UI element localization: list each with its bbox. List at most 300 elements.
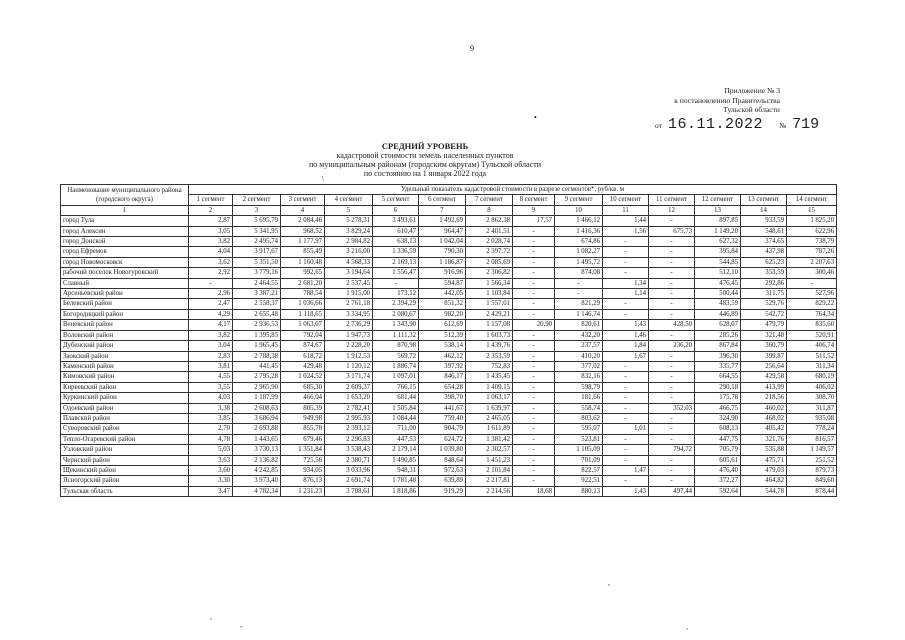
segment-value-cell: 3 973,40 bbox=[233, 476, 281, 486]
segment-value-cell: 2 394,29 bbox=[373, 299, 419, 309]
segment-value-cell: 4,17 bbox=[189, 320, 233, 330]
segment-value-cell: 1 063,07 bbox=[281, 320, 325, 330]
segment-value-cell: 181,66 bbox=[555, 393, 603, 403]
segment-value-cell: 335,77 bbox=[695, 361, 741, 371]
segment-value-cell: 3 387,21 bbox=[233, 289, 281, 299]
segment-value-cell: - bbox=[603, 393, 649, 403]
segment-value-cell: 1,14 bbox=[603, 289, 649, 299]
segment-value-cell: 468,02 bbox=[741, 413, 787, 423]
segment-value-cell: - bbox=[649, 309, 695, 319]
segment-value-cell: - bbox=[603, 299, 649, 309]
segment-header-cell: 11 сегмент bbox=[649, 195, 695, 205]
segment-value-cell: 5 351,50 bbox=[233, 257, 281, 267]
segment-header-cell: 3 сегмент bbox=[281, 195, 325, 205]
segment-value-cell: 311,87 bbox=[787, 403, 837, 413]
segment-value-cell: 764,34 bbox=[787, 309, 837, 319]
segment-value-cell: 1 186,87 bbox=[419, 257, 466, 267]
segment-value-cell: 964,47 bbox=[419, 226, 466, 236]
segment-value-cell: 790,30 bbox=[419, 247, 466, 257]
segment-value-cell: 2 736,29 bbox=[325, 320, 373, 330]
district-name-cell: Тепло-Огаревский район bbox=[61, 434, 189, 444]
segment-value-cell: - bbox=[649, 393, 695, 403]
segment-value-cell: 429,58 bbox=[741, 372, 787, 382]
district-name-cell: Славный bbox=[61, 278, 189, 288]
segment-value-cell: 1 097,01 bbox=[373, 372, 419, 382]
segment-value-cell: - bbox=[649, 216, 695, 226]
segment-header-cell: 14 сегмент bbox=[787, 195, 837, 205]
segment-value-cell: 1 443,65 bbox=[233, 434, 281, 444]
segment-value-cell: 2 795,28 bbox=[233, 372, 281, 382]
segment-value-cell: 627,32 bbox=[695, 237, 741, 247]
segment-value-cell: 1 915,00 bbox=[325, 289, 373, 299]
segment-value-cell: 2 136,82 bbox=[233, 455, 281, 465]
segment-value-cell: 610,47 bbox=[373, 226, 419, 236]
segment-value-cell: 569,72 bbox=[373, 351, 419, 361]
segment-value-cell: 3 829,24 bbox=[325, 226, 373, 236]
segment-value-cell: 878,44 bbox=[787, 486, 837, 496]
segment-value-cell: 1 505,84 bbox=[373, 403, 419, 413]
segment-value-cell: 874,67 bbox=[281, 341, 325, 351]
segment-value-cell: - bbox=[513, 476, 555, 486]
segment-value-cell: 933,59 bbox=[741, 216, 787, 226]
segment-value-cell: 2 401,51 bbox=[466, 226, 513, 236]
segment-value-cell: - bbox=[603, 382, 649, 392]
segment-value-cell: 321,48 bbox=[741, 330, 787, 340]
column-number-row bbox=[61, 205, 837, 215]
column-number-cell: 8 bbox=[466, 205, 513, 215]
segment-value-cell: 20,90 bbox=[513, 320, 555, 330]
segment-value-cell: 787,26 bbox=[787, 247, 837, 257]
segment-value-cell: 972,63 bbox=[419, 465, 466, 475]
segment-value-cell: - bbox=[649, 268, 695, 278]
segment-value-cell: - bbox=[649, 413, 695, 423]
segment-value-cell: - bbox=[603, 257, 649, 267]
segment-value-cell: 675,73 bbox=[649, 226, 695, 236]
segment-value-cell: 479,03 bbox=[741, 465, 787, 475]
segment-value-cell: 2 465,05 bbox=[466, 413, 513, 423]
segment-value-cell: 679,46 bbox=[281, 434, 325, 444]
appendix-line-1: Приложение № 3 bbox=[724, 86, 780, 95]
segment-value-cell: 410,20 bbox=[555, 351, 603, 361]
segment-value-cell: 1 187,99 bbox=[233, 393, 281, 403]
scan-speck: • bbox=[534, 113, 537, 122]
segment-value-cell: 2 464,55 bbox=[233, 278, 281, 288]
cadastral-value-table bbox=[60, 184, 837, 497]
segment-value-cell: 1,47 bbox=[603, 465, 649, 475]
segment-value-cell: 1 492,69 bbox=[419, 216, 466, 226]
segment-header-cell: 10 сегмент bbox=[603, 195, 649, 205]
segment-value-cell: 3,82 bbox=[189, 237, 233, 247]
segment-value-cell: 413,99 bbox=[741, 382, 787, 392]
segment-value-cell: 2 609,37 bbox=[325, 382, 373, 392]
table-row bbox=[61, 413, 837, 423]
segment-value-cell: 2 691,74 bbox=[325, 476, 373, 486]
segment-value-cell: 2 207,63 bbox=[787, 257, 837, 267]
title-line-2: кадастровой стоимости земель населенных пунктов bbox=[336, 151, 514, 160]
segment-header-cell: 5 сегмент bbox=[373, 195, 419, 205]
segment-value-cell: 1 336,59 bbox=[373, 247, 419, 257]
district-name-cell: город Донской bbox=[61, 237, 189, 247]
segment-value-cell: 4,55 bbox=[189, 372, 233, 382]
segment-value-cell: - bbox=[603, 247, 649, 257]
segment-value-cell: - bbox=[649, 257, 695, 267]
segment-value-cell: 2 693,88 bbox=[233, 424, 281, 434]
segment-value-cell: 446,89 bbox=[695, 309, 741, 319]
segment-value-cell: 879,73 bbox=[787, 465, 837, 475]
segment-value-cell: 1,46 bbox=[603, 330, 649, 340]
segment-value-cell: - bbox=[513, 413, 555, 423]
segment-value-cell: 5 278,31 bbox=[325, 216, 373, 226]
segment-value-cell: 4,29 bbox=[189, 309, 233, 319]
segment-value-cell: 949,98 bbox=[281, 413, 325, 423]
segment-value-cell: 876,13 bbox=[281, 476, 325, 486]
segment-value-cell: 544,85 bbox=[695, 257, 741, 267]
segment-value-cell: - bbox=[603, 237, 649, 247]
segment-value-cell: 2 429,21 bbox=[466, 309, 513, 319]
segment-value-cell: 849,60 bbox=[787, 476, 837, 486]
segment-value-cell: 1 611,89 bbox=[466, 424, 513, 434]
segment-value-cell: - bbox=[603, 455, 649, 465]
table-row bbox=[61, 289, 837, 299]
table-row bbox=[61, 341, 837, 351]
scan-speck-5: , bbox=[686, 622, 688, 631]
table-row bbox=[61, 434, 837, 444]
district-name-cell: город Алексин bbox=[61, 226, 189, 236]
segment-value-cell: 832,16 bbox=[555, 372, 603, 382]
segment-value-cell: 437,98 bbox=[741, 247, 787, 257]
segment-value-cell: 558,74 bbox=[555, 403, 603, 413]
segment-value-cell: 4,78 bbox=[189, 434, 233, 444]
segment-value-cell: 2 353,59 bbox=[466, 351, 513, 361]
segment-value-cell: - bbox=[555, 289, 603, 299]
segment-value-cell: 405,42 bbox=[741, 424, 787, 434]
segment-header-cell: 7 сегмент bbox=[466, 195, 513, 205]
segment-value-cell: 529,76 bbox=[741, 299, 787, 309]
table-row bbox=[61, 361, 837, 371]
segment-value-cell: 4,03 bbox=[189, 393, 233, 403]
segment-value-cell: 612,69 bbox=[419, 320, 466, 330]
segment-value-cell: 5 341,95 bbox=[233, 226, 281, 236]
segment-value-cell: 497,44 bbox=[649, 486, 695, 496]
segment-value-cell: 2 393,12 bbox=[325, 424, 373, 434]
title-line-4: по состоянию на 1 января 2022 года bbox=[363, 169, 487, 178]
segment-value-cell: 2 084,46 bbox=[281, 216, 325, 226]
segment-value-cell: 1 825,20 bbox=[787, 216, 837, 226]
segment-value-cell: 527,96 bbox=[787, 289, 837, 299]
segment-value-cell: - bbox=[649, 278, 695, 288]
column-number-cell: 15 bbox=[787, 205, 837, 215]
segment-value-cell: 396,30 bbox=[695, 351, 741, 361]
segment-value-cell: 1,43 bbox=[603, 486, 649, 496]
segment-value-cell: 397,92 bbox=[419, 361, 466, 371]
segment-value-cell: 441,67 bbox=[419, 403, 466, 413]
segment-value-cell: - bbox=[513, 434, 555, 444]
segment-value-cell: - bbox=[513, 341, 555, 351]
segment-value-cell: 1 557,01 bbox=[466, 299, 513, 309]
segment-value-cell: - bbox=[603, 434, 649, 444]
segment-value-cell: - bbox=[513, 351, 555, 361]
segment-value-cell: - bbox=[649, 465, 695, 475]
segment-value-cell: 3 194,64 bbox=[325, 268, 373, 278]
segment-value-cell: 674,86 bbox=[555, 237, 603, 247]
segment-value-cell: 1 381,42 bbox=[466, 434, 513, 444]
segment-value-cell: - bbox=[513, 393, 555, 403]
decree-from-label: от bbox=[655, 121, 662, 130]
segment-value-cell: 919,29 bbox=[419, 486, 466, 496]
segment-value-cell: 2 179,14 bbox=[373, 445, 419, 455]
table-row bbox=[61, 216, 837, 226]
segment-value-cell: 3,82 bbox=[189, 330, 233, 340]
segment-value-cell: 1 490,85 bbox=[373, 455, 419, 465]
segment-value-cell: 2 028,74 bbox=[466, 237, 513, 247]
segment-value-cell: 639,89 bbox=[419, 476, 466, 486]
segment-value-cell: 3,04 bbox=[189, 341, 233, 351]
document-title bbox=[300, 142, 550, 178]
segment-value-cell: 1 105,09 bbox=[555, 445, 603, 455]
segment-value-cell: 595,07 bbox=[555, 424, 603, 434]
segment-value-cell: 4 568,33 bbox=[325, 257, 373, 267]
segment-value-cell: 874,08 bbox=[555, 268, 603, 278]
segment-value-cell: 1 653,20 bbox=[325, 393, 373, 403]
segment-value-cell: 1 495,72 bbox=[555, 257, 603, 267]
segment-value-cell: 2,70 bbox=[189, 424, 233, 434]
segment-value-cell: 3,05 bbox=[189, 226, 233, 236]
segment-value-cell: 2 302,57 bbox=[466, 445, 513, 455]
segment-value-cell: 460,02 bbox=[741, 403, 787, 413]
segment-value-cell: 1 120,12 bbox=[325, 361, 373, 371]
segment-value-cell: 256,64 bbox=[741, 361, 787, 371]
segment-value-cell: 512,39 bbox=[419, 330, 466, 340]
segment-value-cell: - bbox=[649, 476, 695, 486]
segment-value-cell: - bbox=[513, 268, 555, 278]
district-name-cell: Заокский район bbox=[61, 351, 189, 361]
segment-header-cell: 6 сегмент bbox=[419, 195, 466, 205]
segment-value-cell: 2 085,69 bbox=[466, 257, 513, 267]
column-number-cell: 14 bbox=[741, 205, 787, 215]
segment-value-cell: 1 063,17 bbox=[466, 393, 513, 403]
segment-value-cell: 3,63 bbox=[189, 455, 233, 465]
segment-value-cell: 897,85 bbox=[695, 216, 741, 226]
segment-value-cell: 2 558,37 bbox=[233, 299, 281, 309]
segment-value-cell: 2 965,90 bbox=[233, 382, 281, 392]
table-row bbox=[61, 351, 837, 361]
district-name-cell: Дубенский район bbox=[61, 341, 189, 351]
segment-header-cell: 8 сегмент bbox=[513, 195, 555, 205]
segment-value-cell: 2,96 bbox=[189, 289, 233, 299]
segment-value-cell: 2 788,38 bbox=[233, 351, 281, 361]
table-row bbox=[61, 247, 837, 257]
segment-value-cell: 290,18 bbox=[695, 382, 741, 392]
segment-value-cell: 1 146,74 bbox=[555, 309, 603, 319]
segment-value-cell: 324,90 bbox=[695, 413, 741, 423]
segment-value-cell: 855,49 bbox=[281, 247, 325, 257]
segment-value-cell: 759,40 bbox=[419, 413, 466, 423]
segment-value-cell: 2 782,41 bbox=[325, 403, 373, 413]
segment-value-cell: 3,30 bbox=[189, 476, 233, 486]
segment-value-cell: 2 306,82 bbox=[466, 268, 513, 278]
segment-value-cell: 360,79 bbox=[741, 341, 787, 351]
segment-value-cell: - bbox=[649, 299, 695, 309]
segment-value-cell: 3 171,74 bbox=[325, 372, 373, 382]
segment-value-cell: 2 217,81 bbox=[466, 476, 513, 486]
segment-value-cell: - bbox=[513, 278, 555, 288]
segment-value-cell: 1 965,45 bbox=[233, 341, 281, 351]
district-name-cell: Богородицкий район bbox=[61, 309, 189, 319]
segment-value-cell: - bbox=[603, 268, 649, 278]
segment-value-cell: 867,84 bbox=[695, 341, 741, 351]
district-name-cell: Арсеньевский район bbox=[61, 289, 189, 299]
district-name-cell: Ясногорский район bbox=[61, 476, 189, 486]
column-number-cell: 10 bbox=[555, 205, 603, 215]
district-name-cell: Узловский район bbox=[61, 445, 189, 455]
segment-value-cell: 406,74 bbox=[787, 341, 837, 351]
appendix-line-2: к постановлению Правительства bbox=[674, 95, 780, 105]
segment-value-cell: 638,13 bbox=[373, 237, 419, 247]
segment-value-cell: 2,92 bbox=[189, 268, 233, 278]
segment-value-cell: - bbox=[603, 372, 649, 382]
segment-header-cell: 2 сегмент bbox=[233, 195, 281, 205]
segment-value-cell: 1 439,76 bbox=[466, 341, 513, 351]
segment-value-cell: 483,59 bbox=[695, 299, 741, 309]
segment-value-cell: 3,47 bbox=[189, 486, 233, 496]
segment-value-cell: - bbox=[649, 330, 695, 340]
segment-value-cell: 766,15 bbox=[373, 382, 419, 392]
segment-value-cell: 1 160,48 bbox=[281, 257, 325, 267]
segment-value-cell: 1,01 bbox=[603, 424, 649, 434]
table-row bbox=[61, 424, 837, 434]
segment-value-cell: 2 080,67 bbox=[373, 309, 419, 319]
segment-value-cell: 3,60 bbox=[189, 465, 233, 475]
segment-value-cell: 311,75 bbox=[741, 289, 787, 299]
segment-value-cell: 2 397,72 bbox=[466, 247, 513, 257]
segment-value-cell: 352,03 bbox=[649, 403, 695, 413]
table-row bbox=[61, 257, 837, 267]
segment-value-cell: 904,79 bbox=[419, 424, 466, 434]
appendix-block bbox=[660, 86, 780, 115]
segment-value-cell: 3 216,00 bbox=[325, 247, 373, 257]
segment-value-cell: 511,52 bbox=[787, 351, 837, 361]
table-row bbox=[61, 237, 837, 247]
segment-value-cell: 538,14 bbox=[419, 341, 466, 351]
segment-value-cell: - bbox=[513, 361, 555, 371]
segment-value-cell: 3 917,67 bbox=[233, 247, 281, 257]
segment-value-cell: 711,00 bbox=[373, 424, 419, 434]
segment-value-cell: 725,56 bbox=[281, 455, 325, 465]
segment-value-cell: - bbox=[513, 445, 555, 455]
segment-value-cell: 1 781,48 bbox=[373, 476, 419, 486]
segment-value-cell: 447,53 bbox=[373, 434, 419, 444]
segment-value-cell: 442,05 bbox=[419, 289, 466, 299]
district-name-cell: город Новомосковск bbox=[61, 257, 189, 267]
segment-value-cell: 535,88 bbox=[741, 445, 787, 455]
segment-value-cell: 681,44 bbox=[373, 393, 419, 403]
segment-value-cell: 1 351,84 bbox=[281, 445, 325, 455]
segment-value-cell: - bbox=[649, 372, 695, 382]
column-number-cell: 7 bbox=[419, 205, 466, 215]
segment-value-cell: 2 984,82 bbox=[325, 237, 373, 247]
segment-value-cell: 855,78 bbox=[281, 424, 325, 434]
segment-value-cell: - bbox=[513, 309, 555, 319]
segment-value-cell: 2,83 bbox=[189, 351, 233, 361]
segment-value-cell: - bbox=[513, 372, 555, 382]
segment-value-cell: 948,31 bbox=[373, 465, 419, 475]
segment-value-cell: - bbox=[513, 424, 555, 434]
title-line-3: по муниципальным районам (городским округам) Тульской области bbox=[309, 160, 541, 169]
segment-value-cell: 2 537,45 bbox=[325, 278, 373, 288]
segment-value-cell: 3 730,13 bbox=[233, 445, 281, 455]
table-row bbox=[61, 309, 837, 319]
segment-value-cell: 399,87 bbox=[741, 351, 787, 361]
segment-value-cell: 18,68 bbox=[513, 486, 555, 496]
segment-header-cell: 12 сегмент bbox=[695, 195, 741, 205]
district-name-cell: Кимовский район bbox=[61, 372, 189, 382]
segment-value-cell: - bbox=[649, 351, 695, 361]
segment-value-cell: 520,91 bbox=[787, 330, 837, 340]
segment-value-cell: 625,23 bbox=[741, 257, 787, 267]
segment-value-cell: - bbox=[649, 424, 695, 434]
segment-value-cell: 2 761,18 bbox=[325, 299, 373, 309]
segment-value-cell: 377,02 bbox=[555, 361, 603, 371]
segment-value-cell: 605,61 bbox=[695, 455, 741, 465]
segment-value-cell: 3,85 bbox=[189, 413, 233, 423]
segment-value-cell: 2 608,63 bbox=[233, 403, 281, 413]
segment-value-cell: 705,79 bbox=[695, 445, 741, 455]
segment-value-cell: 1 082,27 bbox=[555, 247, 603, 257]
segment-value-cell: 1 466,12 bbox=[555, 216, 603, 226]
segment-value-cell: - bbox=[649, 455, 695, 465]
district-name-cell: Чернский район bbox=[61, 455, 189, 465]
segment-value-cell: 628,07 bbox=[695, 320, 741, 330]
segment-value-cell: 500,44 bbox=[695, 289, 741, 299]
segment-value-cell: 2,87 bbox=[189, 216, 233, 226]
segment-value-cell: - bbox=[513, 247, 555, 257]
segment-value-cell: 1 556,47 bbox=[373, 268, 419, 278]
segment-value-cell: 821,29 bbox=[555, 299, 603, 309]
segment-value-cell: 2 101,84 bbox=[466, 465, 513, 475]
segment-value-cell: 17,57 bbox=[513, 216, 555, 226]
segment-value-cell: 592,64 bbox=[695, 486, 741, 496]
district-name-cell: Воловский район bbox=[61, 330, 189, 340]
segment-value-cell: 1 084,44 bbox=[373, 413, 419, 423]
segment-value-cell: 1 886,74 bbox=[373, 361, 419, 371]
segment-value-cell: - bbox=[649, 247, 695, 257]
segment-value-cell: 1 435,45 bbox=[466, 372, 513, 382]
segment-value-cell: 4 242,85 bbox=[233, 465, 281, 475]
segment-value-cell: 308,70 bbox=[787, 393, 837, 403]
segment-value-cell: 1,84 bbox=[603, 341, 649, 351]
district-name-cell: Тульская область bbox=[61, 486, 189, 496]
segment-value-cell: 406,02 bbox=[787, 382, 837, 392]
segment-value-cell: - bbox=[649, 382, 695, 392]
segment-value-cell: 829,22 bbox=[787, 299, 837, 309]
scan-speck-4: , bbox=[608, 578, 610, 587]
segment-value-cell: - bbox=[649, 237, 695, 247]
segment-value-cell: 237,57 bbox=[555, 341, 603, 351]
segment-value-cell: 2 214,56 bbox=[466, 486, 513, 496]
segment-value-cell: - bbox=[603, 309, 649, 319]
district-name-cell: Одоевский район bbox=[61, 403, 189, 413]
segment-value-cell: - bbox=[603, 476, 649, 486]
segment-value-cell: - bbox=[373, 278, 419, 288]
table-row bbox=[61, 268, 837, 278]
scan-mark: \ bbox=[322, 175, 324, 183]
segment-header-cell: 1 сегмент bbox=[189, 195, 233, 205]
segment-value-cell: 752,83 bbox=[466, 361, 513, 371]
district-name-cell: город Тула bbox=[61, 216, 189, 226]
segment-value-cell: - bbox=[603, 445, 649, 455]
segment-value-cell: 3,81 bbox=[189, 361, 233, 371]
district-name-cell: Каменский район bbox=[61, 361, 189, 371]
